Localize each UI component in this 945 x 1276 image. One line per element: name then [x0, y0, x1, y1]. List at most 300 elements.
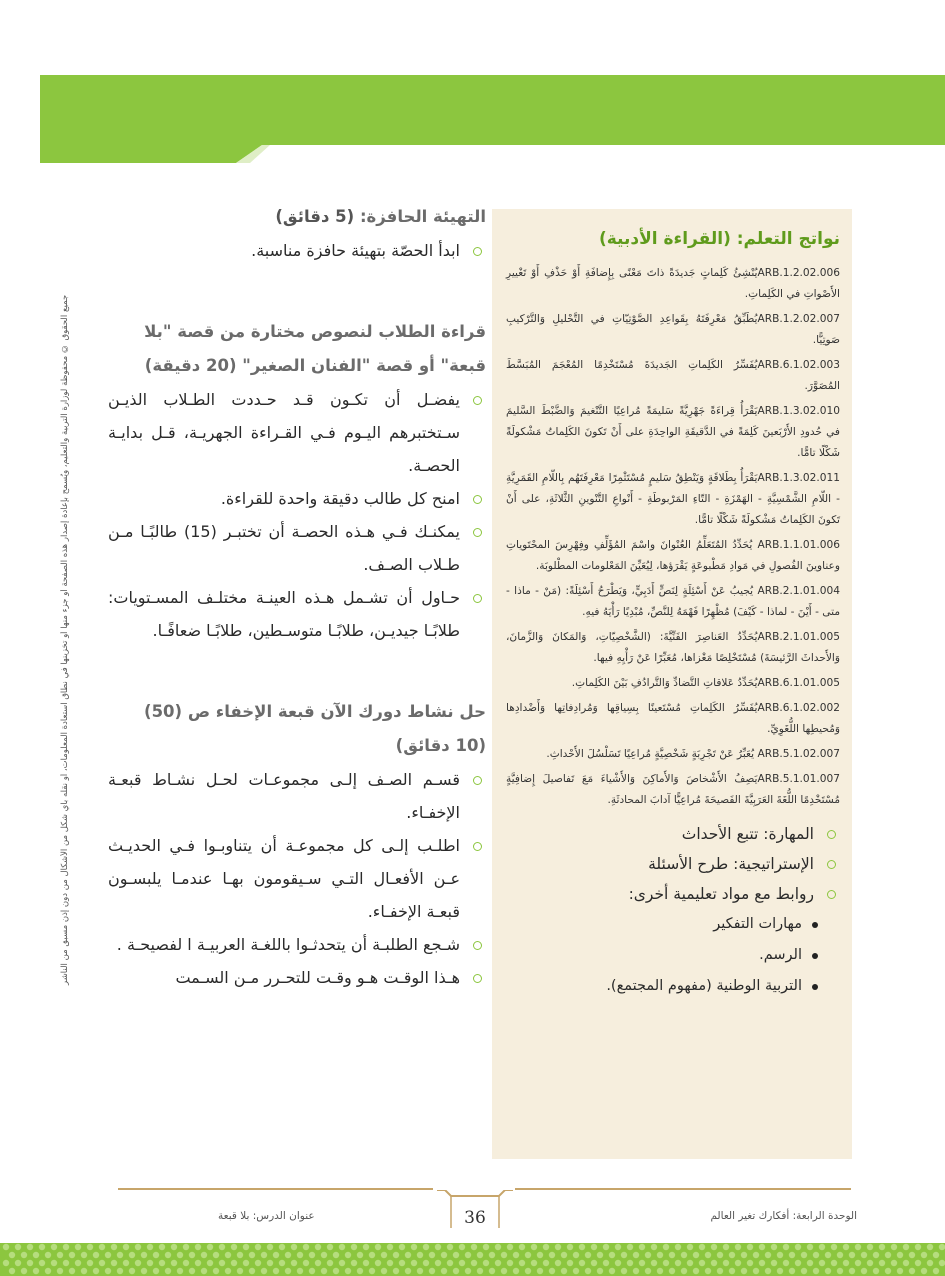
bottom-pattern: [0, 1243, 945, 1276]
pattern-dot: [327, 1260, 333, 1266]
pattern-dot: [813, 1268, 819, 1274]
pattern-dot: [213, 1252, 219, 1258]
pattern-dot: [501, 1252, 507, 1258]
pattern-dot: [921, 1268, 927, 1274]
outcome-item: ARB.6.1.02.003يُفَسِّرُ الكَلِماتِ الجَديدَةَ مُسْتَخْدِمًا المُعْجَمَ المُبَسَّطَ المُصَوَّرَ.: [506, 359, 840, 392]
pattern-dot: [873, 1268, 879, 1274]
outcome-item: ARB.1.1.01.006 يُحَدِّدُ المُتَعَلِّمُ العُنْوانَ واسْمَ المُؤَلِّفِ وفِهْرِسَ المحْتَوياتِ وعناوينَ الفُصولِ في مَوادِ مَطْبوعَةٍ يَقْرَؤها، لِيُعَيِّنَ المَعْلومات المطْلوبَة.: [506, 539, 840, 572]
pattern-dot: [489, 1268, 495, 1274]
pattern-dot: [153, 1252, 159, 1258]
pattern-dot: [711, 1260, 717, 1266]
pattern-dot: [897, 1268, 903, 1274]
pattern-dot: [861, 1268, 867, 1274]
outcome-item: ARB.2.1.01.004 يُجيبُ عَنْ أَسْئِلَةٍ لِنَصٍّ أَدَبِيٍّ، وَيَطْرَحُ أَسْئِلَةً: (مَنْ - ماذا - متى - أَيْنَ - لماذا - كَيْفَ) مُظْهِرًا فَهْمَهُ لِلنَّصِّ، مُبْدِيًا رَأْيَهُ فيهِ.: [506, 585, 840, 618]
pattern-dot: [591, 1244, 597, 1250]
pattern-dot: [621, 1268, 627, 1274]
pattern-dot: [759, 1244, 765, 1250]
pattern-dot: [531, 1244, 537, 1250]
footer-divider: [515, 1188, 851, 1190]
outcome-item: ARB.1.2.02.007يُطَبِّقُ مَعْرِفَتَهُ بِقَواعِدِ الصَّوْتِيّاتِ في التَّحْليلِ وَالتَّرْكيبِ صَوتِيًّا.: [506, 313, 840, 346]
pattern-dot: [615, 1244, 621, 1250]
pattern-dot: [363, 1260, 369, 1266]
pattern-dot: [87, 1244, 93, 1250]
list-item: هـذا الوقـت هـو وقـت للتحـرر مـن السـمت: [108, 961, 486, 994]
pattern-dot: [417, 1252, 423, 1258]
lesson-steps: [108, 200, 486, 994]
activity-list: [108, 763, 486, 994]
pattern-dot: [531, 1260, 537, 1266]
pattern-dot: [627, 1244, 633, 1250]
pattern-dot: [165, 1252, 171, 1258]
pattern-dot: [3, 1260, 9, 1266]
pattern-dot: [429, 1252, 435, 1258]
list-item: اطلـب إلـى كل مجموعـة أن يتناوبـوا فـي الحديـث عـن الأفعـال التـي سـيقومون بهـا عندمـا يلبسـون قبعـة الإخفـاء.: [108, 829, 486, 928]
pattern-dot: [441, 1252, 447, 1258]
list-item: قسـم الصـف إلـى مجموعـات لحـل نشـاط قبعـة الإخفـاء.: [108, 763, 486, 829]
pattern-dot: [87, 1260, 93, 1266]
pattern-dot: [651, 1244, 657, 1250]
pattern-dot: [471, 1244, 477, 1250]
pattern-dot: [561, 1252, 567, 1258]
pattern-dot: [939, 1244, 945, 1250]
pattern-dot: [765, 1268, 771, 1274]
pattern-dot: [75, 1244, 81, 1250]
pattern-dot: [693, 1252, 699, 1258]
pattern-dot: [303, 1244, 309, 1250]
pattern-dot: [75, 1260, 81, 1266]
pattern-dot: [63, 1260, 69, 1266]
pattern-dot: [357, 1268, 363, 1274]
pattern-dot: [195, 1260, 201, 1266]
warmup-heading-label: التهيئة الحافزة:: [359, 207, 486, 226]
pattern-dot: [309, 1268, 315, 1274]
activity-heading: حل نشاط دورك الآن قبعة الإخفاء ص (50) (10 دقائق): [144, 702, 486, 755]
pattern-dot: [927, 1260, 933, 1266]
pattern-dot: [699, 1260, 705, 1266]
pattern-dot: [549, 1252, 555, 1258]
pattern-dot: [591, 1260, 597, 1266]
list-item: ابدأ الحصّة بتهيئة حافزة مناسبة.: [108, 234, 486, 267]
pattern-dot: [537, 1268, 543, 1274]
pattern-dot: [603, 1244, 609, 1250]
pattern-dot: [207, 1260, 213, 1266]
pattern-dot: [513, 1252, 519, 1258]
pattern-dot: [903, 1260, 909, 1266]
pattern-dot: [195, 1244, 201, 1250]
pattern-dot: [351, 1244, 357, 1250]
outcome-item: ARB.5.1.01.007يَصِفُ الأَشْخاصَ وَالأَماكِنَ وَالأَشْياءَ مَعَ تَفاصيلَ إِضافِيَّةٍ مُسْتَخْدِمًا اللُّغَةَ العَرَبِيَّةَ الفَصيحَةَ مُراعِيًّا آدابَ المحادثَةِ.: [506, 773, 840, 806]
pattern-dot: [597, 1268, 603, 1274]
skills-list: [506, 819, 840, 909]
pattern-dot: [9, 1252, 15, 1258]
pattern-dot: [213, 1268, 219, 1274]
pattern-dot: [495, 1260, 501, 1266]
pattern-dot: [369, 1252, 375, 1258]
pattern-dot: [411, 1260, 417, 1266]
pattern-dot: [27, 1244, 33, 1250]
pattern-dot: [147, 1244, 153, 1250]
pattern-dot: [405, 1268, 411, 1274]
pattern-dot: [225, 1268, 231, 1274]
learning-outcomes-panel: [492, 209, 852, 1159]
pattern-dot: [723, 1244, 729, 1250]
outcome-item: ARB.1.3.02.011يَقْرَأُ بِطَلاقَةٍ وَيَنْطِقُ سَليمٍ مُسْتَثْمِرًا مَعْرِفَتَهُم بِاللّامِ القَمَرِيَّةِ - اللّامِ الشَّمْسِيَّةِ - الهَمْزَةِ - التّاءِ المَرْبوطَةِ - أَنْواعِ التَّنْوينِ الثَّلاثَةِ، على أَنْ تَكونَ الكَلِماتُ مَشْكولَةً شَكْلًا تامًّا.: [506, 472, 840, 526]
pattern-dot: [789, 1252, 795, 1258]
pattern-dot: [105, 1252, 111, 1258]
pattern-dot: [711, 1244, 717, 1250]
pattern-dot: [483, 1260, 489, 1266]
pattern-dot: [291, 1244, 297, 1250]
pattern-dot: [537, 1252, 543, 1258]
pattern-dot: [891, 1260, 897, 1266]
pattern-dot: [609, 1268, 615, 1274]
pattern-dot: [693, 1268, 699, 1274]
pattern-dot: [585, 1252, 591, 1258]
outcome-item: ARB.6.1.02.002يُفَسِّرُ الكَلِماتِ مُسْتَعينًا بِسِياقِها وَمُرادِفاتِها وَأَضْدادِها وَمُحيطِها اللُّغَوِيِّ.: [506, 702, 840, 735]
pattern-dot: [771, 1244, 777, 1250]
reading-list: [108, 383, 486, 647]
pattern-dot: [717, 1268, 723, 1274]
pattern-dot: [549, 1268, 555, 1274]
pattern-dot: [657, 1268, 663, 1274]
pattern-dot: [123, 1260, 129, 1266]
pattern-dot: [633, 1252, 639, 1258]
pattern-dot: [699, 1244, 705, 1250]
pattern-dot: [273, 1268, 279, 1274]
pattern-dot: [813, 1252, 819, 1258]
pattern-dot: [897, 1252, 903, 1258]
pattern-dot: [267, 1260, 273, 1266]
pattern-dot: [513, 1268, 519, 1274]
strategy-item: الإستراتيجية: طرح الأسئلة: [506, 849, 840, 879]
pattern-dot: [783, 1260, 789, 1266]
pattern-dot: [117, 1268, 123, 1274]
pattern-dot: [183, 1260, 189, 1266]
unit-title: الوحدة الرابعة: أفكارك تغير العالم: [710, 1210, 857, 1222]
pattern-dot: [507, 1244, 513, 1250]
warmup-time: (5 دقائق): [275, 207, 355, 226]
pattern-dot: [891, 1244, 897, 1250]
pattern-dot: [45, 1268, 51, 1274]
pattern-dot: [447, 1244, 453, 1250]
pattern-dot: [777, 1252, 783, 1258]
pattern-dot: [777, 1268, 783, 1274]
pattern-dot: [393, 1268, 399, 1274]
pattern-dot: [405, 1252, 411, 1258]
pattern-dot: [441, 1268, 447, 1274]
pattern-dot: [465, 1268, 471, 1274]
pattern-dot: [63, 1244, 69, 1250]
pattern-dot: [231, 1244, 237, 1250]
pattern-dot: [27, 1260, 33, 1266]
link-item: التربية الوطنية (مفهوم المجتمع).: [506, 971, 840, 1002]
pattern-dot: [855, 1260, 861, 1266]
pattern-dot: [729, 1252, 735, 1258]
pattern-dot: [705, 1252, 711, 1258]
list-item: يمكنـك فـي هـذه الحصـة أن تختبـر (15) طالبًـا مـن طـلاب الصـف.: [108, 515, 486, 581]
pattern-dot: [837, 1252, 843, 1258]
pattern-dot: [831, 1244, 837, 1250]
pattern-dot: [489, 1252, 495, 1258]
outcome-item: ARB.1.3.02.010يَقْرَأُ قِراءَةً جَهْرِيَّةً سَليمَةً مُراعِيًا التَّنْغيمَ وَالضَّبْطَ السَّليمَ في حُدودِ الأَرْبَعينَ كَلِمَةً في الدَّقيقَةِ الواحِدَةِ على أَنْ تَكونَ الكَلِماتُ مَشْكولَةً شَكْلًا تامًّا.: [506, 405, 840, 459]
pattern-dot: [339, 1260, 345, 1266]
pattern-dot: [909, 1268, 915, 1274]
pattern-dot: [375, 1260, 381, 1266]
pattern-dot: [447, 1260, 453, 1266]
pattern-dot: [645, 1268, 651, 1274]
pattern-dot: [567, 1260, 573, 1266]
pattern-dot: [825, 1268, 831, 1274]
pattern-dot: [57, 1252, 63, 1258]
pattern-dot: [867, 1260, 873, 1266]
pattern-dot: [561, 1268, 567, 1274]
pattern-dot: [825, 1252, 831, 1258]
pattern-dot: [759, 1260, 765, 1266]
pattern-dot: [429, 1268, 435, 1274]
pattern-dot: [135, 1260, 141, 1266]
footer-divider: [118, 1188, 433, 1190]
pattern-dot: [99, 1244, 105, 1250]
pattern-dot: [855, 1244, 861, 1250]
pattern-dot: [399, 1244, 405, 1250]
pattern-dot: [387, 1244, 393, 1250]
skill-item: المهارة: تتبع الأحداث: [506, 819, 840, 849]
pattern-dot: [369, 1268, 375, 1274]
pattern-dot: [723, 1260, 729, 1266]
pattern-dot: [363, 1244, 369, 1250]
pattern-dot: [45, 1252, 51, 1258]
pattern-dot: [507, 1260, 513, 1266]
pattern-dot: [381, 1252, 387, 1258]
pattern-dot: [555, 1244, 561, 1250]
pattern-dot: [315, 1244, 321, 1250]
pattern-dot: [21, 1268, 27, 1274]
page-number: 36: [464, 1208, 486, 1228]
pattern-dot: [747, 1260, 753, 1266]
pattern-dot: [639, 1244, 645, 1250]
pattern-dot: [93, 1252, 99, 1258]
pattern-dot: [501, 1268, 507, 1274]
pattern-dot: [219, 1244, 225, 1250]
pattern-dot: [111, 1244, 117, 1250]
pattern-dot: [459, 1244, 465, 1250]
pattern-dot: [243, 1260, 249, 1266]
copyright-note: جميع الحقوق © محفوظة لوزارة التربية والتعليم، ويُسمح بإعادة إصدار هذه الصفحة أو جزء منها أو تخزينها في نطاق استعادة المعلومات، أو نقله بأي شكل من الأشكال من دون إذن مسبق من الناشر: [60, 294, 70, 986]
pattern-dot: [459, 1260, 465, 1266]
pattern-dot: [453, 1268, 459, 1274]
pattern-dot: [159, 1244, 165, 1250]
pattern-dot: [141, 1252, 147, 1258]
pattern-dot: [345, 1252, 351, 1258]
pattern-dot: [411, 1244, 417, 1250]
pattern-dot: [423, 1260, 429, 1266]
pattern-dot: [687, 1260, 693, 1266]
pattern-dot: [705, 1268, 711, 1274]
pattern-dot: [201, 1252, 207, 1258]
outcome-item: ARB.1.2.02.006يُنْشِئُ كَلِماتٍ جَديدَةً ذاتَ مَعْنًى بِإِضافَةِ أَوْ حَذْفِ أَوْ تَغْييرِ الأَصْواتِ في الكَلِماتِ.: [506, 267, 840, 300]
pattern-dot: [279, 1260, 285, 1266]
pattern-dot: [387, 1260, 393, 1266]
pattern-dot: [849, 1268, 855, 1274]
pattern-dot: [207, 1244, 213, 1250]
pattern-dot: [417, 1268, 423, 1274]
pattern-dot: [597, 1252, 603, 1258]
pattern-dot: [393, 1252, 399, 1258]
pattern-dot: [615, 1260, 621, 1266]
warmup-heading: [108, 200, 486, 234]
pattern-dot: [321, 1252, 327, 1258]
pattern-dot: [243, 1244, 249, 1250]
pattern-dot: [801, 1252, 807, 1258]
pattern-dot: [567, 1244, 573, 1250]
list-item: شـجع الطلبـة أن يتحدثـوا باللغـة العربيـة ا لفصيحـة .: [108, 928, 486, 961]
pattern-dot: [831, 1260, 837, 1266]
pattern-dot: [21, 1252, 27, 1258]
pattern-dot: [849, 1252, 855, 1258]
pattern-dot: [765, 1252, 771, 1258]
list-item: حـاول أن تشـمل هـذه العينـة مختلـف المسـتويات: طلابًـا جيديـن، طلابًـا متوسـطين، طلابًـا ضعافًـا.: [108, 581, 486, 647]
pattern-dot: [177, 1268, 183, 1274]
pattern-dot: [483, 1244, 489, 1250]
pattern-dot: [621, 1252, 627, 1258]
pattern-dot: [129, 1268, 135, 1274]
pattern-dot: [177, 1252, 183, 1258]
pattern-dot: [321, 1268, 327, 1274]
pattern-dot: [741, 1268, 747, 1274]
pattern-dot: [15, 1244, 21, 1250]
pattern-dot: [219, 1260, 225, 1266]
pattern-dot: [375, 1244, 381, 1250]
pattern-dot: [795, 1260, 801, 1266]
pattern-dot: [885, 1268, 891, 1274]
pattern-dot: [873, 1252, 879, 1258]
pattern-dot: [339, 1244, 345, 1250]
pattern-dot: [783, 1244, 789, 1250]
pattern-dot: [555, 1260, 561, 1266]
pattern-dot: [543, 1244, 549, 1250]
pattern-dot: [921, 1252, 927, 1258]
pattern-dot: [837, 1268, 843, 1274]
pattern-dot: [435, 1244, 441, 1250]
pattern-dot: [327, 1244, 333, 1250]
panel-title: نواتج التعلم: (القراءة الأدبية): [598, 229, 840, 249]
pattern-dot: [333, 1268, 339, 1274]
pattern-dot: [627, 1260, 633, 1266]
pattern-dot: [717, 1252, 723, 1258]
pattern-dot: [333, 1252, 339, 1258]
lesson-title: عنوان الدرس: بلا قبعة: [218, 1210, 315, 1222]
pattern-dot: [885, 1252, 891, 1258]
pattern-dot: [471, 1260, 477, 1266]
pattern-dot: [69, 1252, 75, 1258]
pattern-dot: [9, 1268, 15, 1274]
pattern-dot: [117, 1252, 123, 1258]
pattern-dot: [939, 1260, 945, 1266]
pattern-dot: [495, 1244, 501, 1250]
pattern-dot: [93, 1268, 99, 1274]
pattern-dot: [57, 1268, 63, 1274]
pattern-dot: [351, 1260, 357, 1266]
pattern-dot: [603, 1260, 609, 1266]
pattern-dot: [453, 1252, 459, 1258]
pattern-dot: [273, 1252, 279, 1258]
links-title: روابط مع مواد تعليمية أخرى:: [506, 879, 840, 909]
pattern-dot: [735, 1244, 741, 1250]
pattern-dot: [633, 1268, 639, 1274]
pattern-dot: [81, 1268, 87, 1274]
pattern-dot: [477, 1268, 483, 1274]
pattern-dot: [879, 1244, 885, 1250]
pattern-dot: [171, 1244, 177, 1250]
pattern-dot: [159, 1260, 165, 1266]
pattern-dot: [915, 1260, 921, 1266]
pattern-dot: [903, 1244, 909, 1250]
pattern-dot: [285, 1268, 291, 1274]
pattern-dot: [261, 1268, 267, 1274]
pattern-dot: [381, 1268, 387, 1274]
pattern-dot: [879, 1260, 885, 1266]
pattern-dot: [237, 1268, 243, 1274]
pattern-dot: [579, 1260, 585, 1266]
pattern-dot: [3, 1244, 9, 1250]
pattern-dot: [399, 1260, 405, 1266]
pattern-dot: [39, 1260, 45, 1266]
pattern-dot: [477, 1252, 483, 1258]
link-item: الرسم.: [506, 940, 840, 971]
pattern-dot: [357, 1252, 363, 1258]
pattern-dot: [819, 1260, 825, 1266]
pattern-dot: [753, 1252, 759, 1258]
pattern-dot: [153, 1268, 159, 1274]
pattern-dot: [423, 1244, 429, 1250]
pattern-dot: [225, 1252, 231, 1258]
pattern-dot: [519, 1244, 525, 1250]
pattern-dot: [231, 1260, 237, 1266]
pattern-dot: [753, 1268, 759, 1274]
pattern-dot: [255, 1244, 261, 1250]
reading-heading: قراءة الطلاب لنصوص مختارة من قصة "بلا قبعة" أو قصة "الفنان الصغير" (20 دقيقة): [144, 322, 486, 375]
pattern-dot: [789, 1268, 795, 1274]
pattern-dot: [927, 1244, 933, 1250]
pattern-dot: [729, 1268, 735, 1274]
pattern-dot: [663, 1244, 669, 1250]
pattern-dot: [909, 1252, 915, 1258]
pattern-dot: [657, 1252, 663, 1258]
pattern-dot: [801, 1268, 807, 1274]
pattern-dot: [279, 1244, 285, 1250]
pattern-dot: [681, 1252, 687, 1258]
pattern-dot: [183, 1244, 189, 1250]
outcome-item: ARB.2.1.01.005يُحَدِّدُ العَناصِرَ الفَنِّيَّةَ: (الشَّخْصِيّاتِ، وَالمَكانَ وَالزَّمانَ، وَالأَحداثَ الرَّئيسَةَ) مُسْتَخْلِصًا مَغْزاها، مُعَبِّرًا عَنْ رَأْيِهِ فيها.: [506, 631, 840, 664]
pattern-dot: [249, 1268, 255, 1274]
pattern-dot: [579, 1244, 585, 1250]
pattern-dot: [123, 1244, 129, 1250]
pattern-dot: [99, 1260, 105, 1266]
pattern-dot: [285, 1252, 291, 1258]
pattern-dot: [267, 1244, 273, 1250]
pattern-dot: [141, 1268, 147, 1274]
pattern-dot: [669, 1252, 675, 1258]
pattern-dot: [543, 1260, 549, 1266]
pattern-dot: [309, 1252, 315, 1258]
link-item: مهارات التفكير: [506, 909, 840, 940]
pattern-dot: [261, 1252, 267, 1258]
pattern-dot: [747, 1244, 753, 1250]
pattern-dot: [189, 1252, 195, 1258]
pattern-dot: [249, 1252, 255, 1258]
pattern-dot: [111, 1260, 117, 1266]
pattern-dot: [573, 1268, 579, 1274]
